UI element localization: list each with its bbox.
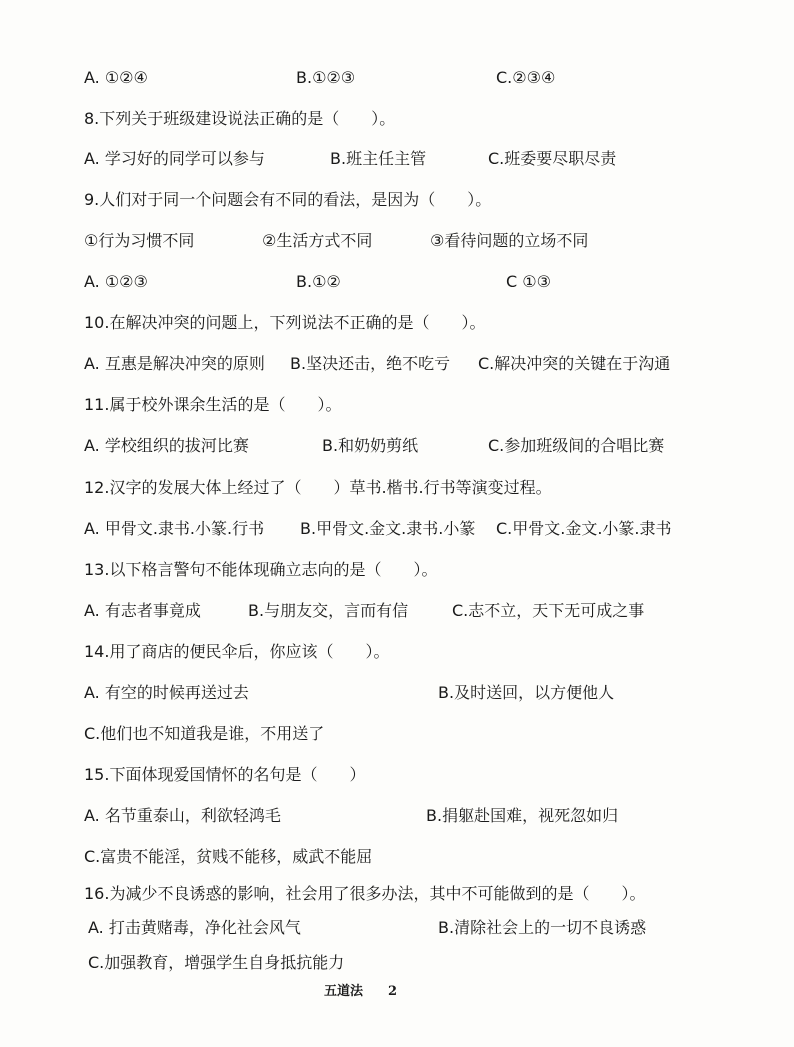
question-12 xyxy=(0,476,794,500)
option-c: C.甲骨文.金文.小篆.隶书 xyxy=(496,519,672,538)
option-c: C.富贵不能淫，贫贱不能移，威武不能屈 xyxy=(84,847,373,866)
option-a: A. 甲骨文.隶书.小篆.行书 xyxy=(84,519,265,538)
question-text: 8.下列关于班级建设说法正确的是（ ）。 xyxy=(84,109,396,128)
options-line-q9 xyxy=(0,270,794,294)
question-text: 16.为减少不良诱惑的影响，社会用了很多办法，其中不可能做到的是（ ）。 xyxy=(84,884,646,903)
option-a: A. ①②④ xyxy=(84,68,148,87)
option-a: A. 学习好的同学可以参与 xyxy=(84,149,265,168)
options-line-q15 xyxy=(0,804,794,828)
options-line-q13 xyxy=(0,599,794,623)
option-a: A. 学校组织的拔河比赛 xyxy=(84,436,249,455)
question-text: 13.以下格言警句不能体现确立志向的是（ ）。 xyxy=(84,560,438,579)
options-line-q11 xyxy=(0,434,794,458)
question-text: 11.属于校外课余生活的是（ ）。 xyxy=(84,395,342,414)
option-a: A. 互惠是解决冲突的原则 xyxy=(84,354,265,373)
options-line-q12 xyxy=(0,517,794,541)
options-line-q8 xyxy=(0,147,794,171)
option-b: B.清除社会上的一切不良诱惑 xyxy=(438,918,647,937)
page-number: 2 xyxy=(388,984,398,999)
options-line-q7 xyxy=(0,66,794,90)
options-line-q16 xyxy=(0,916,794,940)
options-line-q14-c xyxy=(0,722,794,746)
option-c: C.志不立，天下无可成之事 xyxy=(452,601,645,620)
option-c: C.解决冲突的关键在于沟通 xyxy=(478,354,671,373)
option-b: B.与朋友交，言而有信 xyxy=(248,601,409,620)
option-c: C.他们也不知道我是谁，不用送了 xyxy=(84,724,325,743)
option-b: B.坚决还击，绝不吃亏 xyxy=(290,354,451,373)
option-c: C.加强教育，增强学生自身抵抗能力 xyxy=(88,953,345,972)
question-10 xyxy=(0,311,794,335)
option-c: C ①③ xyxy=(506,272,551,291)
page-footer xyxy=(0,982,794,1002)
option-c: C.班委要尽职尽责 xyxy=(488,149,617,168)
options-line-q10 xyxy=(0,352,794,376)
option-a: A. 名节重泰山，利欲轻鸿毛 xyxy=(84,806,281,825)
question-text: 14.用了商店的便民伞后，你应该（ ）。 xyxy=(84,642,390,661)
question-text: 9.人们对于同一个问题会有不同的看法，是因为（ ）。 xyxy=(84,190,492,209)
option-b: B.①②③ xyxy=(296,68,356,87)
option-b: B.捐躯赴国难，视死忽如归 xyxy=(426,806,619,825)
options-line-q16-c xyxy=(0,951,794,975)
option-b: B.班主任主管 xyxy=(330,149,427,168)
question-8 xyxy=(0,107,794,131)
question-13 xyxy=(0,558,794,582)
question-16 xyxy=(0,882,794,906)
option-a: A. 有空的时候再送过去 xyxy=(84,683,249,702)
option-a: A. ①②③ xyxy=(84,272,148,291)
option-b: B.甲骨文.金文.隶书.小篆 xyxy=(300,519,476,538)
statements-line-q9 xyxy=(0,229,794,253)
question-text: 10.在解决冲突的问题上，下列说法不正确的是（ ）。 xyxy=(84,313,486,332)
options-line-q14 xyxy=(0,681,794,705)
question-15 xyxy=(0,763,794,787)
question-9 xyxy=(0,188,794,212)
options-line-q15-c xyxy=(0,845,794,869)
question-text: 12.汉字的发展大体上经过了（ ）草书.楷书.行书等演变过程。 xyxy=(84,478,552,497)
question-14 xyxy=(0,640,794,664)
subject-label: 五道法 xyxy=(324,984,364,999)
statement-2: ②生活方式不同 xyxy=(262,231,373,250)
option-c: C.②③④ xyxy=(496,68,556,87)
option-b: B.和奶奶剪纸 xyxy=(322,436,419,455)
option-b: B.及时送回，以方便他人 xyxy=(438,683,615,702)
question-11 xyxy=(0,393,794,417)
statement-3: ③看待问题的立场不同 xyxy=(430,231,589,250)
question-text: 15.下面体现爱国情怀的名句是（ ） xyxy=(84,765,366,784)
option-a: A. 有志者事竟成 xyxy=(84,601,201,620)
option-b: B.①② xyxy=(296,272,341,291)
statement-1: ①行为习惯不同 xyxy=(84,231,195,250)
option-c: C.参加班级间的合唱比赛 xyxy=(488,436,665,455)
option-a: A. 打击黄赌毒，净化社会风气 xyxy=(88,918,301,937)
